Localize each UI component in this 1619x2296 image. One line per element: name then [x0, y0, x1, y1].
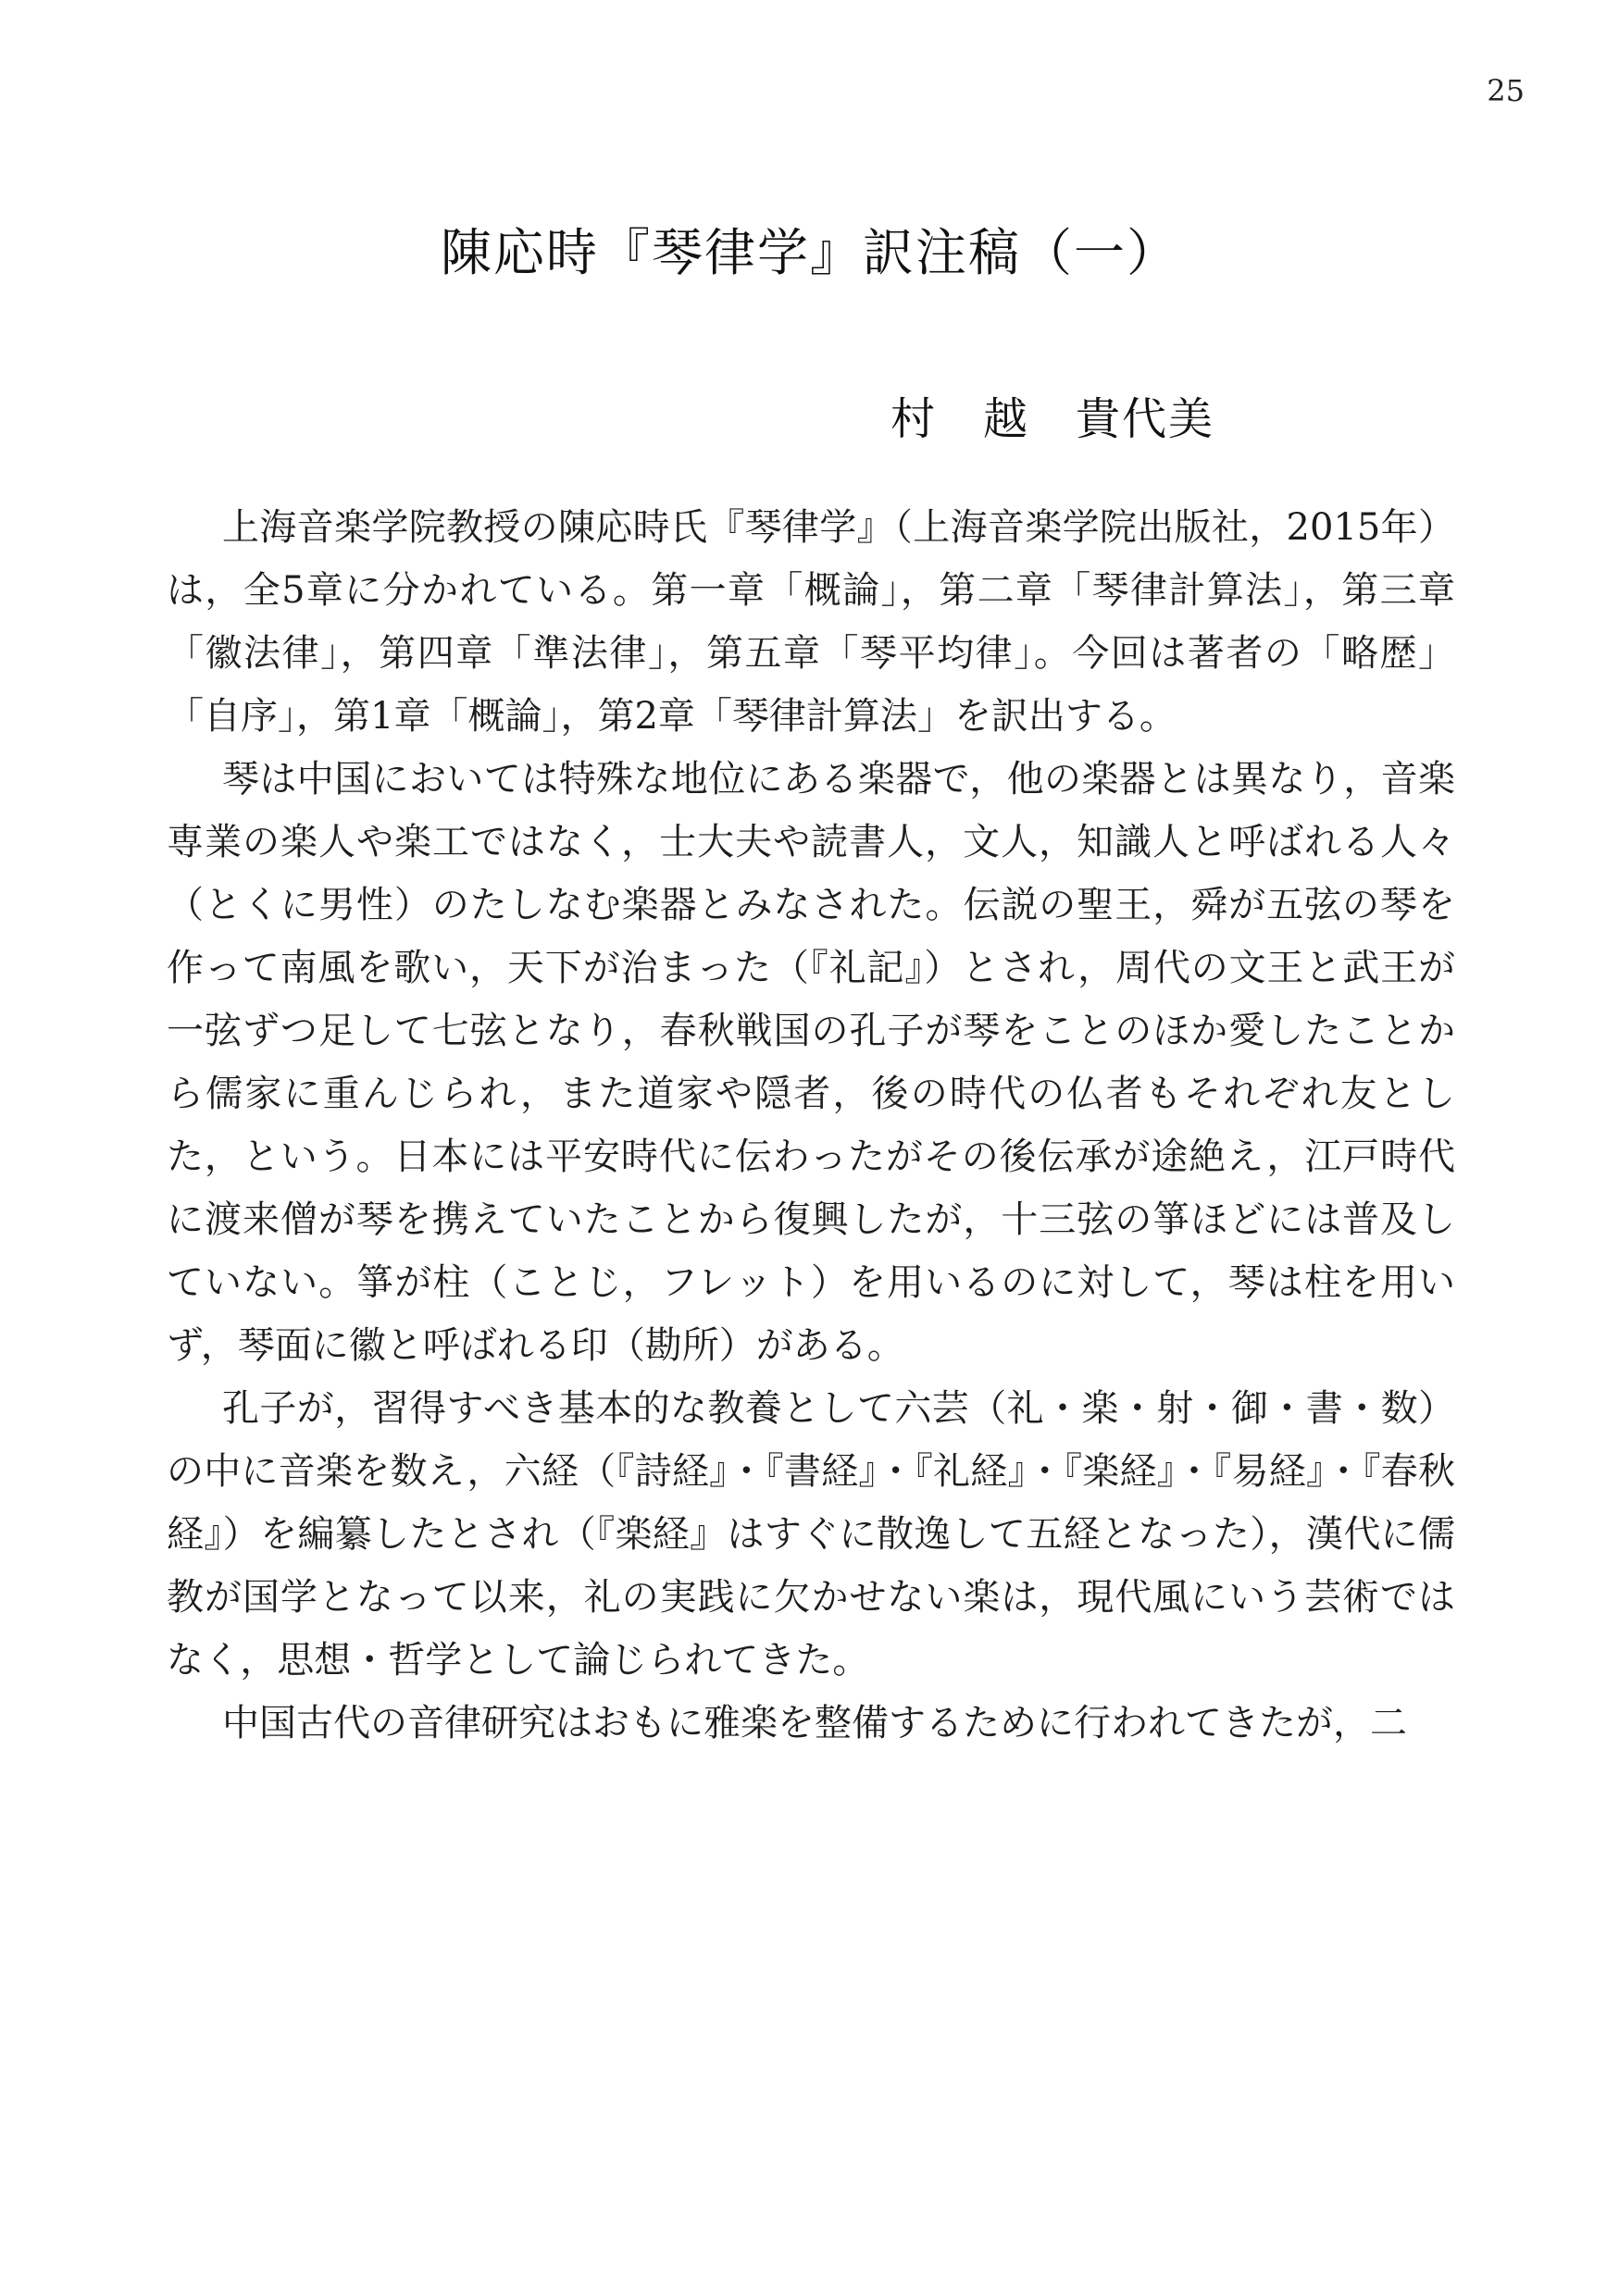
paragraph-4: 中国古代の音律研究はおもに雅楽を整備するために行われてきたが，二	[222, 1702, 1407, 1744]
article-body	[167, 496, 1455, 1755]
paragraph-1: 上海音楽学院教授の陳応時氏『琴律学』（上海音楽学院出版社，2015年）は，全5章に分かれている。第一章「概論」，第二章「琴律計算法」，第三章「徽法律」，第四章「準法律」，第五章「琴平均律」。今回は著者の「略歴」「自序」，第1章「概論」，第2章「琴律計算法」を訳出する。	[167, 506, 1455, 738]
author-name: 村 越 貴代美	[890, 393, 1214, 445]
paragraph-2: 琴は中国においては特殊な地位にある楽器で，他の楽器とは異なり，音楽専業の楽人や楽工ではなく，士大夫や読書人，文人，知識人と呼ばれる人々（とくに男性）のたしなむ楽器とみなされた。伝説の聖王，舜が五弦の琴を作って南風を歌い，天下が治まった（『礼記』）とされ，周代の文王と武王が一弦ずつ足して七弦となり，春秋戦国の孔子が琴をことのほか愛したことから儒家に重んじられ，また道家や隠者，後の時代の仏者もそれぞれ友とした，という。日本には平安時代に伝わったがその後伝承が途絶え，江戸時代に渡来僧が琴を携えていたことから復興したが，十三弦の箏ほどには普及していない。箏が柱（ことじ，フレット）を用いるのに対して，琴は柱を用いず，琴面に徽と呼ばれる印（勘所）がある。	[167, 758, 1455, 1367]
article-title: 陳応時『琴律学』訳注稿（一）	[440, 223, 1179, 282]
paragraph-3: 孔子が，習得すべき基本的な教養として六芸（礼・楽・射・御・書・数）の中に音楽を数え，六経（『詩経』・『書経』・『礼経』・『楽経』・『易経』・『春秋経』）を編纂したとされ（『楽経』はすぐに散逸して五経となった），漢代に儒教が国学となって以来，礼の実践に欠かせない楽は，現代風にいう芸術ではなく，思想・哲学として論じられてきた。	[167, 1387, 1455, 1682]
page-number: 25	[1487, 73, 1525, 108]
